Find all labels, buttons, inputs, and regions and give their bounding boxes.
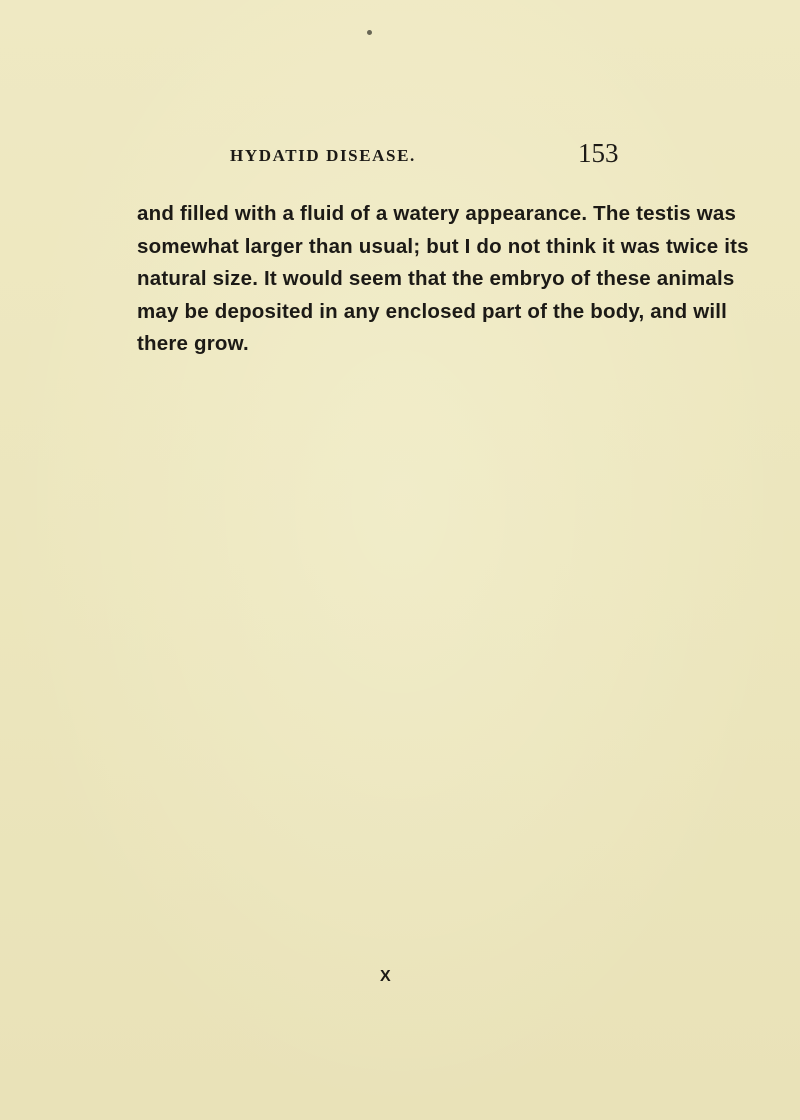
ink-speck bbox=[367, 30, 372, 35]
body-paragraph bbox=[137, 198, 749, 361]
text-line: and filled with a fluid of a watery appearance. The testis was bbox=[137, 202, 737, 225]
text-line: there grow. bbox=[137, 332, 249, 355]
text-line: may be deposited in any enclosed part of the body, and will bbox=[137, 299, 728, 323]
running-head bbox=[0, 140, 800, 180]
running-title: HYDATID DISEASE. bbox=[230, 146, 416, 165]
page-number: 153 bbox=[578, 138, 619, 168]
text-line: natural size. It would seem that the embryo of these animals bbox=[137, 267, 735, 290]
text-line: somewhat larger than usual; but I do not think it was twice its bbox=[137, 234, 749, 258]
signature-mark: X bbox=[380, 968, 391, 985]
